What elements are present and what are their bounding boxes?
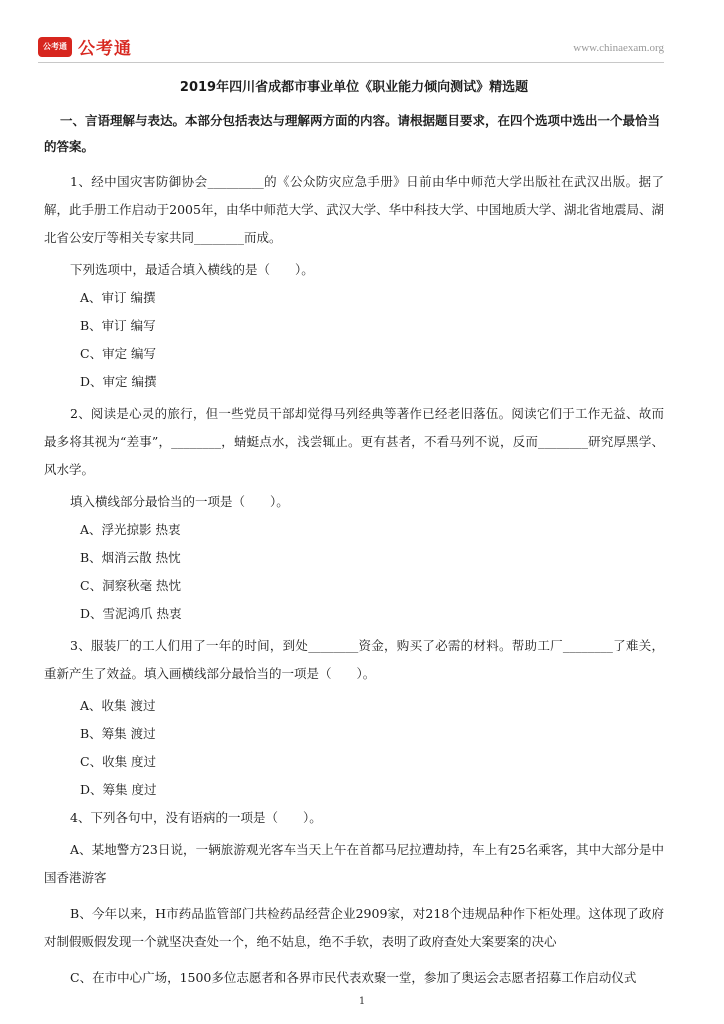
question-2-passage: 2、阅读是心灵的旅行，但一些党员干部却觉得马列经典等著作已经老旧落伍。阅读它们于工作无益、故而最多将其视为“差事”，________，蜻蜓点水，浅尝辄止。更有甚者，不看马列不说，反而________研究厚黑学、风水学。 [44,406,664,477]
question-4-option-a: A、某地警方23日说，一辆旅游观光客车当天上午在首都马尼拉遭劫持，车上有25名乘客，其中大部分是中国香港游客 [44,842,664,885]
question-1-stem: 下列选项中，最适合填入横线的是（ ）。 [70,262,314,277]
question-1-option-a: A、审订 编撰 [80,290,156,305]
logo[interactable] [38,34,132,59]
page-number: 1 [358,996,366,1007]
question-3-passage: 3、服装厂的工人们用了一年的时间，到处________资金，购买了必需的材料。帮助工厂________了难关，重新产生了效益。填入画横线部分最恰当的一项是（ ）。 [44,638,664,681]
question-2-stem: 填入横线部分最恰当的一项是（ ）。 [70,494,289,509]
question-4-stem: 4、下列各句中，没有语病的一项是（ ）。 [70,810,322,825]
site-url[interactable]: www.chinaexam.org [573,42,664,54]
section-heading: 一、言语理解与表达。本部分包括表达与理解两方面的内容。请根据题目要求，在四个选项中选出一个最恰当的答案。 [44,113,661,154]
question-2-option-d: D、雪泥鸿爪 热衷 [80,606,182,621]
logo-text: 公考通 [78,39,132,59]
question-1-option-d: D、审定 编撰 [80,374,157,389]
document-body [44,78,664,1000]
question-1-passage: 1、经中国灾害防御协会_________的《公众防灾应急手册》日前由华中师范大学出版社在武汉出版。据了解，此手册工作启动于2005年，由华中师范大学、武汉大学、华中科技大学、中国地质大学、湖北省地震局、湖北省公安厅等相关专家共同________而成。 [44,174,664,245]
question-3-option-b: B、筹集 渡过 [80,726,156,741]
question-2-option-a: A、浮光掠影 热衷 [80,522,181,537]
question-2-option-c: C、洞察秋毫 热忱 [80,578,182,593]
question-2-option-b: B、烟消云散 热忱 [80,550,181,565]
question-1-option-b: B、审订 编写 [80,318,156,333]
header-divider [38,62,664,63]
question-4-option-b: B、今年以来，H市药品监管部门共检药品经营企业2909家，对218个违规品种作下柜处理。这体现了政府对制假贩假发现一个就坚决查处一个，绝不姑息，绝不手软，表明了政府查处大案要案的决心 [44,906,664,949]
question-3-option-c: C、收集 度过 [80,754,157,769]
question-4-option-c: C、在市中心广场，1500多位志愿者和各界市民代表欢聚一堂，参加了奥运会志愿者招募工作启动仪式 [70,970,637,985]
document-title: 2019年四川省成都市事业单位《职业能力倾向测试》精选题 [179,80,529,95]
question-3-option-a: A、收集 渡过 [80,698,156,713]
question-3-option-d: D、筹集 度过 [80,782,157,797]
logo-icon: 公考通 [38,37,72,57]
page-header [38,30,664,60]
question-1-option-c: C、审定 编写 [80,346,157,361]
